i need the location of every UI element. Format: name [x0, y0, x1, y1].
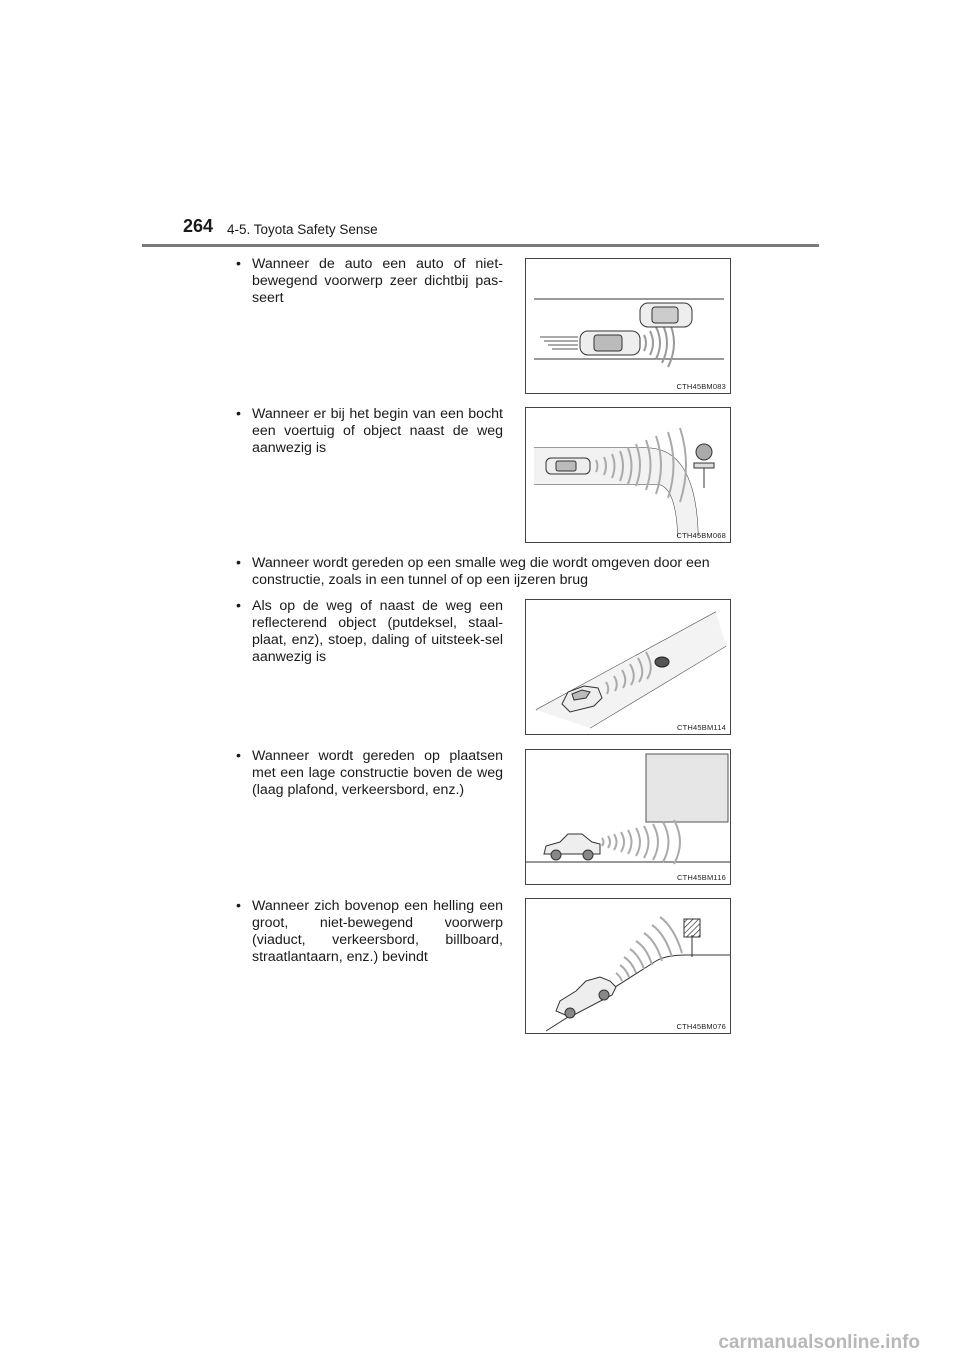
- item-text: Als op de weg of naast de weg een reflecterend object (putdeksel, staal-plaat, enz), stoep, daling of uitsteek-sel aanwezig is: [252, 598, 503, 665]
- list-item: [230, 406, 503, 457]
- ego-car-icon: [556, 977, 616, 1018]
- bullet: •: [236, 256, 241, 272]
- header-rule: [142, 244, 819, 247]
- figure-code: CTH45BM116: [677, 873, 726, 882]
- item-text: Wanneer wordt gereden op een smalle weg die wordt omgeven door een constructie, zoals in een tunnel of op een ijzeren brug: [252, 555, 710, 588]
- figure-reflective-object: [525, 599, 731, 735]
- item-text: Wanneer de auto een auto of niet-bewegend voorwerp zeer dichtbij pas-seert: [252, 256, 503, 306]
- figure-hill-object: [525, 898, 731, 1034]
- bullet: •: [236, 748, 241, 764]
- figure-low-structure: [525, 749, 731, 885]
- watermark: carmanualsonline.info: [718, 1332, 920, 1353]
- item-text: Wanneer er bij het begin van een bocht een voertuig of object naast de weg aanwezig is: [252, 406, 503, 456]
- hilltop-sign-icon: [684, 919, 700, 957]
- figure-passing-vehicle: [525, 258, 731, 394]
- bullet: •: [236, 555, 241, 571]
- list-item: [230, 256, 503, 307]
- list-item: [230, 898, 503, 966]
- list-item: [230, 598, 503, 666]
- parked-car-icon: [640, 303, 692, 327]
- figure-code: CTH45BM076: [676, 1022, 726, 1031]
- ego-car-icon: [544, 834, 600, 860]
- ego-car-icon: [546, 458, 590, 474]
- figure-code: CTH45BM083: [676, 382, 726, 391]
- bullet: •: [236, 406, 241, 422]
- bullet: •: [236, 598, 241, 614]
- section-title: 4-5. Toyota Safety Sense: [227, 222, 378, 237]
- figure-code: CTH45BM114: [677, 723, 726, 732]
- page-number: 264: [183, 216, 214, 236]
- ego-car-icon: [580, 331, 640, 355]
- list-item: [230, 748, 503, 799]
- item-text: Wanneer zich bovenop een helling een groot, niet-bewegend voorwerp (viaduct, verkeersbord, billboard, straatlantaarn, enz.) bevindt: [252, 898, 503, 965]
- list-item: [230, 555, 750, 589]
- bullet: •: [236, 898, 241, 914]
- roadside-sign-icon: [694, 444, 714, 488]
- overhead-structure-icon: [646, 754, 728, 822]
- figure-code: CTH45BM068: [676, 531, 726, 540]
- manhole-icon: [655, 657, 669, 667]
- item-text: Wanneer wordt gereden op plaatsen met een lage constructie boven de weg (laag plafond, verkeersbord, enz.): [252, 748, 503, 798]
- figure-curve-object: [525, 407, 731, 543]
